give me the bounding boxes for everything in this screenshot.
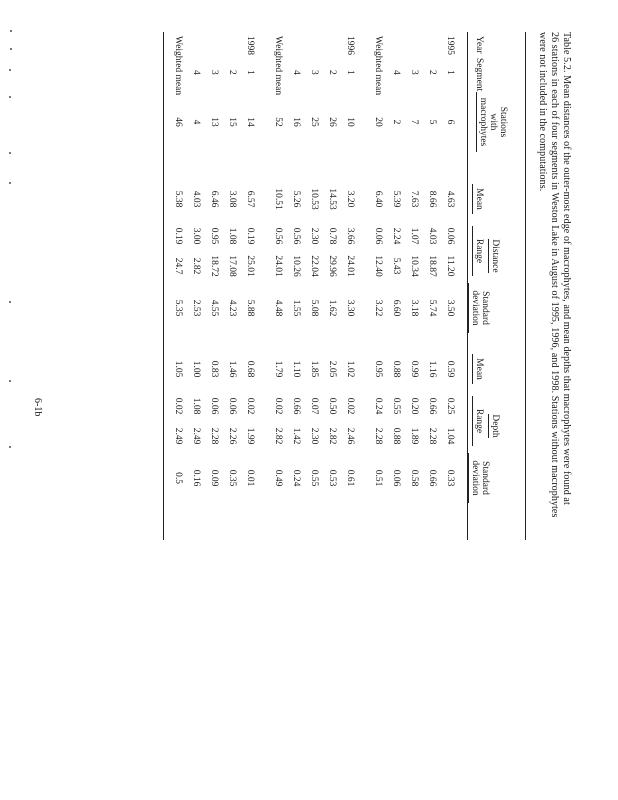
cell-depth-mean: 1.10: [291, 360, 301, 378]
cell-distance-mean: 7.63: [409, 190, 419, 208]
cell-distance-range-min: 0.06: [373, 227, 383, 245]
scan-speck: [9, 182, 11, 184]
cell-depth-range-max: 1.04: [445, 427, 455, 445]
cell-stations: 13: [209, 117, 219, 127]
cell-segment: 3: [309, 70, 319, 75]
cell-depth-sd: 0.51: [373, 469, 383, 487]
cell-depth-range-max: 2.49: [191, 427, 201, 445]
cell-stations: 20: [373, 117, 383, 127]
header-distance-mean: Mean: [472, 184, 484, 214]
cell-distance-range-max: 22.04: [309, 255, 319, 277]
cell-distance-mean: 6.57: [245, 190, 255, 208]
cell-depth-sd: 0.58: [409, 469, 419, 487]
cell-depth-mean: 0.59: [445, 360, 455, 378]
cell-depth-range-max: 2.49: [173, 427, 183, 445]
scan-speck: [9, 96, 11, 98]
cell-distance-mean: 5.26: [291, 190, 301, 208]
header-stations-line-3: macrophytes: [476, 92, 488, 152]
cell-depth-mean: 0.83: [209, 360, 219, 378]
cell-distance-sd: 5.35: [173, 299, 183, 317]
cell-segment: 4: [391, 70, 401, 75]
cell-depth-mean: 1.79: [273, 360, 283, 378]
cell-depth-mean: 1.02: [345, 360, 355, 378]
cell-stations: 6: [445, 119, 455, 125]
header-stations-line-1: Stations: [498, 106, 508, 138]
cell-distance-mean: 6.46: [209, 190, 219, 208]
cell-distance-range-max: 12.40: [373, 255, 383, 277]
scan-speck: [10, 30, 12, 32]
cell-depth-range-max: 2.28: [209, 427, 219, 445]
header-stations: [476, 92, 508, 152]
cell-distance-mean: 14.53: [327, 188, 337, 210]
cell-depth-range-max: 2.46: [345, 427, 355, 445]
cell-distance-mean: 10.51: [273, 188, 283, 210]
cell-distance-range-max: 17.08: [227, 255, 237, 277]
cell-stations: 14: [245, 117, 255, 127]
cell-distance-sd: 4.48: [273, 299, 283, 317]
cell-depth-mean: 1.16: [427, 360, 437, 378]
cell-stations: 25: [309, 117, 319, 127]
cell-distance-range-min: 0.95: [209, 227, 219, 245]
header-distance-sd-line-1: Standard: [480, 291, 490, 325]
header-segment: Segment: [474, 58, 484, 92]
cell-distance-range-min: 3.66: [345, 227, 355, 245]
cell-distance-sd: 5.08: [309, 299, 319, 317]
cell-distance-sd: 3.30: [345, 299, 355, 317]
header-distance-group: [490, 180, 500, 332]
cell-distance-range-min: 1.08: [227, 227, 237, 245]
cell-depth-range-min: 0.24: [373, 397, 383, 415]
cell-depth-range-min: 0.50: [327, 397, 337, 415]
cell-depth-range-max: 2.26: [227, 427, 237, 445]
cell-distance-mean: 3.08: [227, 190, 237, 208]
cell-distance-range-min: 2.24: [391, 227, 401, 245]
cell-segment: 2: [327, 70, 337, 75]
cell-depth-mean: 1.00: [191, 360, 201, 378]
cell-stations: 26: [327, 117, 337, 127]
scan-speck: [9, 380, 11, 382]
cell-depth-range-min: 0.55: [391, 397, 401, 415]
cell-depth-sd: 0.5: [173, 472, 183, 484]
cell-distance-mean: 8.66: [427, 190, 437, 208]
table-caption-line-2: 26 stations in each of four segments in Weston Lake in August of 1995, 1996, and 1998. Stations without macrophytes: [549, 32, 560, 518]
cell-depth-range-max: 1.89: [409, 427, 419, 445]
cell-segment: 2: [227, 70, 237, 75]
header-depth-sd-line-1: Standard: [480, 461, 490, 495]
cell-depth-mean: 1.46: [227, 360, 237, 378]
cell-distance-sd: 1.62: [327, 299, 337, 317]
cell-distance-range-min: 3.00: [191, 227, 201, 245]
header-distance-range: Range: [472, 226, 484, 276]
cell-depth-sd: 0.66: [427, 469, 437, 487]
cell-distance-sd: 4.23: [227, 299, 237, 317]
cell-distance-sd: 2.53: [191, 299, 201, 317]
cell-segment: Weighted mean: [173, 36, 183, 96]
cell-depth-range-min: 0.66: [427, 397, 437, 415]
cell-depth-mean: 1.05: [173, 360, 183, 378]
cell-distance-sd: 3.50: [445, 299, 455, 317]
cell-depth-range-max: 2.28: [373, 427, 383, 445]
cell-distance-range-min: 4.03: [427, 227, 437, 245]
cell-segment: 4: [191, 70, 201, 75]
cell-segment: 4: [291, 70, 301, 75]
cell-depth-range-min: 0.02: [173, 397, 183, 415]
cell-stations: 4: [191, 119, 201, 125]
cell-segment: Weighted mean: [273, 36, 283, 96]
header-depth-sd: [468, 453, 490, 503]
header-depth-mean: Mean: [472, 354, 484, 384]
cell-depth-range-min: 0.02: [245, 397, 255, 415]
cell-distance-range-max: 10.34: [409, 255, 419, 277]
cell-depth-sd: 0.49: [273, 469, 283, 487]
cell-segment: Weighted mean: [373, 36, 383, 96]
cell-depth-range-min: 0.06: [227, 397, 237, 415]
header-stations-line-2: with: [488, 113, 498, 131]
cell-depth-sd: 0.55: [309, 469, 319, 487]
cell-depth-range-min: 0.06: [209, 397, 219, 415]
cell-depth-mean: 0.99: [409, 360, 419, 378]
cell-depth-mean: 0.95: [373, 360, 383, 378]
cell-depth-sd: 0.09: [209, 469, 219, 487]
header-depth-label: Depth: [490, 414, 500, 438]
cell-depth-range-max: 1.99: [245, 427, 255, 445]
cell-stations: 5: [427, 119, 437, 125]
cell-stations: 16: [291, 117, 301, 127]
scan-speck: [9, 69, 11, 71]
cell-year: 1996: [345, 36, 355, 55]
table-caption-line-3: were not included in the computations.: [537, 32, 548, 192]
cell-depth-range-min: 1.08: [191, 397, 201, 415]
cell-segment: 1: [245, 70, 255, 75]
cell-depth-range-max: 2.82: [327, 427, 337, 445]
cell-segment: 1: [345, 70, 355, 75]
cell-depth-range-min: 0.02: [273, 397, 283, 415]
header-distance-sd: [468, 283, 490, 333]
cell-segment: 3: [409, 70, 419, 75]
cell-depth-range-min: 0.25: [445, 397, 455, 415]
cell-depth-range-max: 1.42: [291, 427, 301, 445]
cell-distance-range-max: 18.87: [427, 255, 437, 277]
cell-stations: 46: [173, 117, 183, 127]
cell-distance-range-min: 0.56: [273, 227, 283, 245]
cell-depth-range-min: 0.66: [291, 397, 301, 415]
cell-distance-range-max: 25.01: [245, 255, 255, 277]
cell-distance-mean: 5.38: [173, 190, 183, 208]
cell-distance-sd: 3.22: [373, 299, 383, 317]
header-depth-sd-line-2: deviation: [468, 453, 480, 503]
cell-depth-sd: 0.61: [345, 469, 355, 487]
cell-depth-mean: 0.88: [391, 360, 401, 378]
cell-depth-sd: 0.06: [391, 469, 401, 487]
cell-distance-mean: 3.20: [345, 190, 355, 208]
cell-depth-sd: 0.53: [327, 469, 337, 487]
header-distance-label: Distance: [490, 239, 500, 273]
cell-distance-range-min: 1.07: [409, 227, 419, 245]
cell-distance-range-min: 0.78: [327, 227, 337, 245]
cell-depth-range-min: 0.20: [409, 397, 419, 415]
cell-distance-range-min: 0.19: [245, 227, 255, 245]
cell-distance-mean: 5.39: [391, 190, 401, 208]
cell-distance-mean: 4.03: [191, 190, 201, 208]
cell-distance-mean: 10.53: [309, 188, 319, 210]
cell-depth-range-max: 2.30: [309, 427, 319, 445]
cell-distance-sd: 1.55: [291, 299, 301, 317]
cell-distance-sd: 5.74: [427, 299, 437, 317]
cell-depth-range-min: 0.07: [309, 397, 319, 415]
cell-depth-range-max: 0.88: [391, 427, 401, 445]
cell-depth-sd: 0.01: [245, 469, 255, 487]
table-caption-line-1: Table 5.2. Mean distances of the outer-most edge of macrophytes, and mean depths that macrophytes were found at: [561, 32, 572, 505]
header-distance-sd-line-2: deviation: [468, 283, 480, 333]
cell-depth-sd: 0.16: [191, 469, 201, 487]
cell-distance-sd: 4.55: [209, 299, 219, 317]
cell-distance-range-max: 5.43: [391, 257, 401, 275]
cell-depth-range-max: 2.82: [273, 427, 283, 445]
cell-distance-sd: 3.18: [409, 299, 419, 317]
cell-depth-sd: 0.33: [445, 469, 455, 487]
cell-distance-sd: 6.60: [391, 299, 401, 317]
cell-year: 1995: [445, 36, 455, 55]
cell-distance-range-max: 24.01: [273, 255, 283, 277]
header-depth-group: [490, 350, 500, 502]
cell-distance-range-min: 0.06: [445, 227, 455, 245]
cell-distance-range-max: 11.20: [445, 255, 455, 277]
cell-depth-range-max: 2.28: [427, 427, 437, 445]
cell-distance-mean: 4.63: [445, 190, 455, 208]
cell-distance-range-min: 2.30: [309, 227, 319, 245]
scan-speck: [9, 446, 11, 448]
cell-distance-range-max: 24.01: [345, 255, 355, 277]
table-top-rule: [525, 32, 526, 540]
header-year: Year: [474, 36, 484, 54]
cell-year: 1998: [245, 36, 255, 55]
scan-speck: [9, 152, 11, 154]
cell-stations: 15: [227, 117, 237, 127]
cell-depth-sd: 0.24: [291, 469, 301, 487]
cell-depth-mean: 1.85: [309, 360, 319, 378]
cell-segment: 1: [445, 70, 455, 75]
cell-stations: 52: [273, 117, 283, 127]
cell-depth-sd: 0.35: [227, 469, 237, 487]
cell-stations: 2: [391, 119, 401, 125]
cell-distance-mean: 6.40: [373, 190, 383, 208]
cell-distance-sd: 5.88: [245, 299, 255, 317]
cell-distance-range-max: 2.82: [191, 257, 201, 275]
cell-distance-range-min: 0.19: [173, 227, 183, 245]
cell-depth-mean: 0.68: [245, 360, 255, 378]
scan-speck: [10, 48, 12, 50]
cell-segment: 3: [209, 70, 219, 75]
table-bottom-rule: [163, 32, 164, 540]
cell-distance-range-max: 29.96: [327, 255, 337, 277]
cell-stations: 10: [345, 117, 355, 127]
header-depth-range: Range: [472, 396, 484, 446]
scan-speck: [9, 301, 11, 303]
header-bottom-rule: [467, 32, 468, 540]
page-number: 6-1b: [32, 398, 43, 417]
cell-distance-range-max: 18.72: [209, 255, 219, 277]
cell-distance-range-max: 24.7: [173, 257, 183, 275]
cell-depth-range-min: 0.02: [345, 397, 355, 415]
cell-segment: 2: [427, 70, 437, 75]
cell-stations: 7: [409, 119, 419, 125]
cell-distance-range-max: 10.26: [291, 255, 301, 277]
cell-depth-mean: 2.05: [327, 360, 337, 378]
cell-distance-range-min: 0.56: [291, 227, 301, 245]
